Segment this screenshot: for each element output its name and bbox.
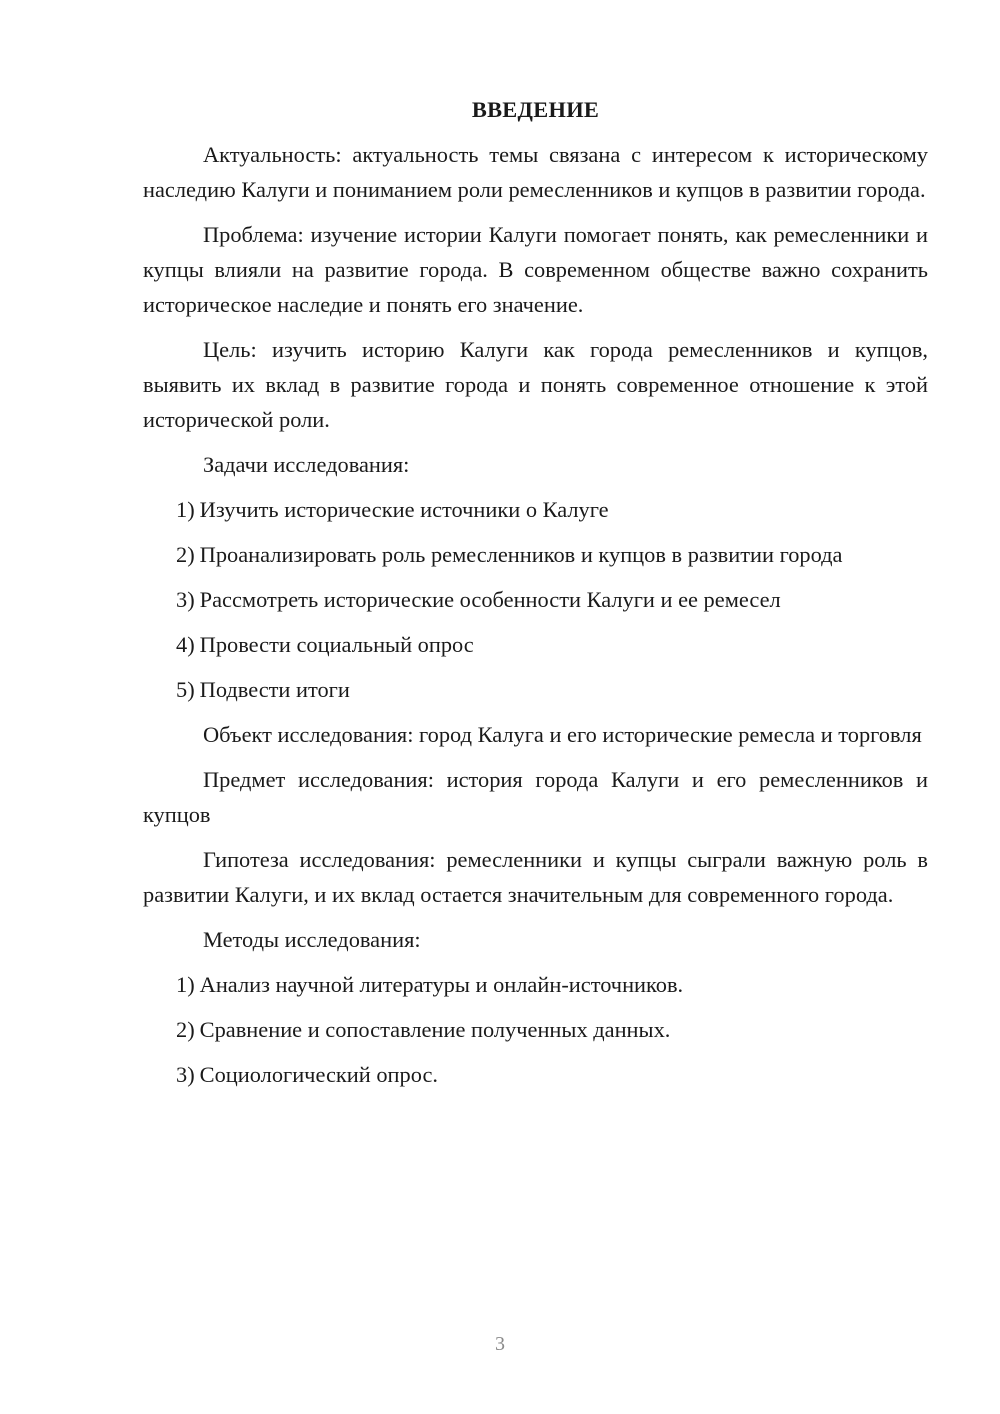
task-text: Проанализировать роль ремесленников и купцов в развитии города bbox=[199, 542, 843, 567]
task-number: 5) bbox=[176, 677, 195, 702]
task-item bbox=[143, 627, 928, 662]
problem-paragraph: Проблема: изучение истории Калуги помогает понять, как ремесленники и купцы влияли на развитие города. В современном обществе важно сохранить историческое наследие и понять его значение. bbox=[143, 222, 928, 317]
method-text: Анализ научной литературы и онлайн-источников. bbox=[199, 972, 684, 997]
task-item bbox=[143, 537, 928, 572]
task-item bbox=[143, 492, 928, 527]
task-number: 3) bbox=[176, 587, 195, 612]
method-number: 2) bbox=[176, 1017, 195, 1042]
section-title: ВВЕДЕНИЕ bbox=[471, 97, 600, 122]
method-item bbox=[143, 1012, 928, 1047]
method-number: 3) bbox=[176, 1062, 195, 1087]
methods-heading: Методы исследования: bbox=[203, 927, 421, 952]
method-item bbox=[143, 1057, 928, 1092]
subject-paragraph: Предмет исследования: история города Калуги и его ремесленников и купцов bbox=[143, 767, 928, 827]
task-number: 1) bbox=[176, 497, 195, 522]
task-number: 4) bbox=[176, 632, 195, 657]
task-item bbox=[143, 672, 928, 707]
task-text: Провести социальный опрос bbox=[199, 632, 474, 657]
object-paragraph: Объект исследования: город Калуга и его исторические ремесла и торговля bbox=[203, 722, 922, 747]
tasks-heading: Задачи исследования: bbox=[203, 452, 410, 477]
page-number: 3 bbox=[495, 1333, 505, 1355]
method-text: Сравнение и сопоставление полученных данных. bbox=[199, 1017, 671, 1042]
hypothesis-paragraph: Гипотеза исследования: ремесленники и купцы сыграли важную роль в развитии Калуги, и их вклад остается значительным для современного города. bbox=[143, 847, 928, 907]
task-text: Изучить исторические источники о Калуге bbox=[199, 497, 609, 522]
relevance-paragraph: Актуальность: актуальность темы связана с интересом к историческому наследию Калуги и пониманием роли ремесленников и купцов в развитии города. bbox=[143, 142, 928, 202]
method-number: 1) bbox=[176, 972, 195, 997]
method-item bbox=[143, 967, 928, 1002]
task-text: Подвести итоги bbox=[199, 677, 350, 702]
method-text: Социологический опрос. bbox=[199, 1062, 438, 1087]
task-number: 2) bbox=[176, 542, 195, 567]
goal-paragraph: Цель: изучить историю Калуги как города ремесленников и купцов, выявить их вклад в развитие города и понять современное отношение к этой исторической роли. bbox=[143, 337, 928, 432]
task-item bbox=[143, 582, 928, 617]
document-page bbox=[143, 92, 928, 1102]
task-text: Рассмотреть исторические особенности Калуги и ее ремесел bbox=[199, 587, 781, 612]
